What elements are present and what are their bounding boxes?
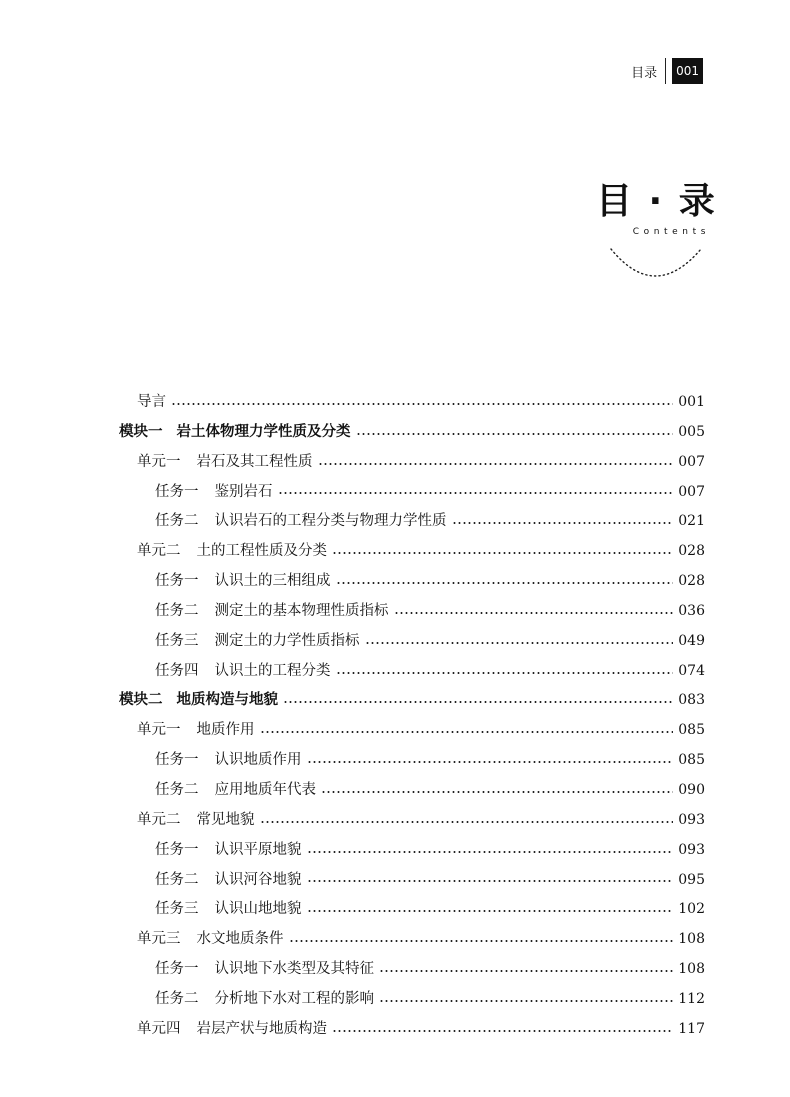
dot-leader — [379, 1000, 673, 1002]
toc-entry-number: 任务三 — [155, 632, 199, 649]
header-page-number: 001 — [672, 58, 703, 84]
dot-leader — [365, 642, 674, 644]
toc-entry-page: 028 — [678, 543, 705, 560]
toc-entry-number: 单元一 — [137, 722, 181, 739]
toc-entry-title: 测定土的力学性质指标 — [214, 632, 360, 649]
dotted-arc-ornament — [607, 245, 707, 285]
toc-entry-number: 单元四 — [137, 1020, 181, 1037]
toc-entry-number: 单元二 — [137, 811, 181, 828]
toc-entry-page: 095 — [678, 871, 705, 888]
toc-entry-title: 认识地下水类型及其特征 — [214, 961, 374, 978]
toc-entry-title: 分析地下水对工程的影响 — [214, 990, 374, 1007]
toc-entry-page: 028 — [678, 573, 705, 590]
toc-entry-page: 049 — [678, 632, 705, 649]
toc-entry — [119, 597, 705, 627]
toc-entry-title: 岩石及其工程性质 — [196, 453, 313, 470]
header-divider — [665, 58, 666, 84]
toc-entry-page: 093 — [678, 811, 705, 828]
toc-entry-title: 测定土的基本物理性质指标 — [214, 602, 389, 619]
toc-entry — [119, 985, 705, 1015]
toc-entry-title: 土的工程性质及分类 — [196, 543, 327, 560]
dot-leader — [260, 821, 674, 823]
toc-entry-page: 085 — [678, 722, 705, 739]
dot-leader — [278, 492, 674, 494]
toc-entry-page: 005 — [678, 423, 705, 440]
toc-entry-title: 岩土体物理力学性质及分类 — [176, 423, 351, 440]
dot-leader — [336, 582, 674, 584]
toc-entry-number: 任务一 — [155, 841, 199, 858]
toc-entry-number: 模块一 — [119, 423, 163, 440]
running-header — [631, 58, 703, 84]
toc-entry-number: 任务二 — [155, 513, 199, 530]
dot-leader — [394, 612, 674, 614]
toc-entry-number: 模块二 — [119, 692, 163, 709]
toc-entry-page: 036 — [678, 602, 705, 619]
dot-leader — [307, 851, 674, 853]
toc-entry — [119, 776, 705, 806]
toc-entry-page: 090 — [678, 781, 705, 798]
toc-entry-number: 单元三 — [137, 931, 181, 948]
toc-entry-number: 任务一 — [155, 483, 199, 500]
dot-leader — [336, 672, 674, 674]
toc-entry — [119, 746, 705, 776]
toc-entry-number: 单元二 — [137, 543, 181, 560]
dot-leader — [379, 970, 673, 972]
toc-entry-title: 鉴别岩石 — [214, 483, 273, 500]
toc-entry-page: 117 — [678, 1020, 705, 1037]
toc-entry-page: 074 — [678, 662, 705, 679]
toc-entry-page: 108 — [678, 931, 705, 948]
toc-entry — [119, 388, 705, 418]
toc-entry-number: 任务二 — [155, 602, 199, 619]
toc-entry — [119, 1015, 705, 1045]
dot-leader — [283, 701, 673, 703]
toc-entry — [119, 627, 705, 657]
toc-entry — [119, 448, 705, 478]
toc-entry-page: 021 — [678, 513, 705, 530]
table-of-contents — [119, 388, 705, 1045]
toc-entry — [119, 657, 705, 687]
toc-entry — [119, 507, 705, 537]
toc-entry-title: 应用地质年代表 — [214, 781, 316, 798]
dot-leader — [452, 522, 674, 524]
dot-leader — [332, 1030, 673, 1032]
toc-entry-title: 认识土的工程分类 — [214, 662, 331, 679]
toc-entry-title: 导言 — [137, 394, 166, 410]
toc-entry-number: 任务一 — [155, 961, 199, 978]
toc-entry-title: 认识山地地貌 — [214, 901, 302, 918]
dot-leader — [289, 940, 674, 942]
toc-entry-number: 任务三 — [155, 901, 199, 918]
toc-entry-title: 水文地质条件 — [196, 931, 284, 948]
toc-entry-page: 001 — [678, 394, 705, 410]
toc-entry-title: 认识土的三相组成 — [214, 573, 331, 590]
toc-entry-title: 认识岩石的工程分类与物理力学性质 — [214, 513, 447, 530]
toc-entry-page: 007 — [678, 453, 705, 470]
toc-entry-number: 任务二 — [155, 990, 199, 1007]
toc-entry — [119, 925, 705, 955]
toc-entry — [119, 955, 705, 985]
toc-entry — [119, 567, 705, 597]
dot-leader — [318, 463, 674, 465]
title-block — [596, 180, 717, 237]
toc-entry-number: 任务二 — [155, 871, 199, 888]
toc-entry-page: 102 — [678, 901, 705, 918]
dot-leader — [307, 880, 674, 882]
dot-leader — [356, 433, 674, 435]
toc-entry — [119, 478, 705, 508]
toc-entry-title: 地质作用 — [196, 722, 255, 739]
toc-entry-number: 任务一 — [155, 573, 199, 590]
toc-entry-title: 岩层产状与地质构造 — [196, 1020, 327, 1037]
header-section-label: 目录 — [631, 65, 658, 81]
toc-entry — [119, 836, 705, 866]
toc-entry — [119, 418, 705, 448]
toc-entry — [119, 866, 705, 896]
dot-leader — [171, 403, 673, 405]
toc-entry — [119, 686, 705, 716]
toc-entry-number: 任务四 — [155, 662, 199, 679]
toc-entry-title: 认识平原地貌 — [214, 841, 302, 858]
toc-entry-title: 认识地质作用 — [214, 752, 302, 769]
dot-leader — [307, 910, 674, 912]
toc-entry — [119, 895, 705, 925]
toc-entry-page: 112 — [678, 990, 705, 1007]
toc-entry-page: 083 — [678, 692, 705, 709]
toc-entry — [119, 806, 705, 836]
dot-leader — [307, 761, 674, 763]
toc-entry — [119, 537, 705, 567]
toc-entry-page: 007 — [678, 483, 705, 500]
toc-entry-number: 任务一 — [155, 752, 199, 769]
toc-entry-title: 常见地貌 — [196, 811, 255, 828]
dot-leader — [260, 731, 674, 733]
toc-entry-number: 单元一 — [137, 453, 181, 470]
toc-entry-page: 108 — [678, 961, 705, 978]
toc-entry-page: 093 — [678, 841, 705, 858]
toc-entry-title: 地质构造与地貌 — [176, 692, 278, 709]
toc-entry-title: 认识河谷地貌 — [214, 871, 302, 888]
dot-leader — [332, 552, 673, 554]
toc-entry-number: 任务二 — [155, 781, 199, 798]
dot-leader — [321, 791, 673, 793]
toc-entry-page: 085 — [678, 752, 705, 769]
page-title: 目 · 录 — [596, 181, 717, 222]
toc-entry — [119, 716, 705, 746]
page-subtitle: Contents — [632, 227, 710, 237]
